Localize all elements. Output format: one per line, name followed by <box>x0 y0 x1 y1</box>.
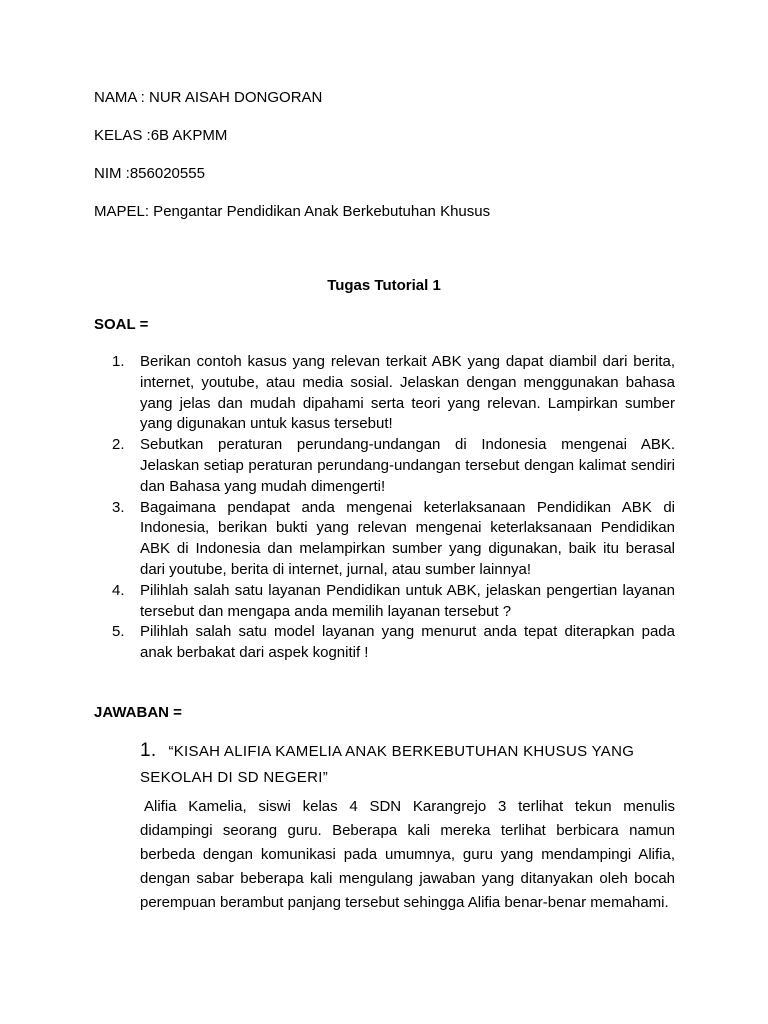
question-number: 1. <box>112 353 125 370</box>
answer-heading-line1: “KISAH ALIFIA KAMELIA ANAK BERKEBUTUHAN KHUSUS YANG <box>168 743 635 760</box>
question-number: 5. <box>112 623 125 641</box>
answer-body: Alifia Kamelia, siswi kelas 4 SDN Karangrejo 3 terlihat tekun menulis didampingi seorang guru. Beberapa kali mereka terlihat berbicara namun berbeda dengan komunikasi pada umumnya, guru yang mendampingi Alifia, dengan sabar beberapa kali mengulang jawaban yang ditanyakan oleh bocah perempuan berambut panjang tersebut sehingga Alifia benar-benar memahami. <box>140 798 675 911</box>
student-nim: NIM :856020555 <box>94 165 205 182</box>
question-item <box>112 581 675 623</box>
question-number: 4. <box>112 581 125 599</box>
question-item <box>112 435 675 497</box>
subject: MAPEL: Pengantar Pendidikan Anak Berkebutuhan Khusus <box>94 203 491 220</box>
question-list <box>112 352 675 664</box>
question-item <box>112 352 675 435</box>
answer-number: 1. <box>140 740 157 761</box>
question-item <box>112 498 675 581</box>
question-text: Pilihlah salah satu model layanan yang menurut anda tepat diterapkan pada anak berbakat dari aspek kognitif ! <box>140 623 675 662</box>
question-number: 3. <box>112 498 125 516</box>
answer-block <box>140 738 675 915</box>
soal-label: SOAL = <box>94 316 149 333</box>
question-text: Sebutkan peraturan perundang-undangan di Indonesia mengenai ABK. Jelaskan setiap peraturan perundang-undangan tersebut dengan kalimat sendiri dan Bahasa yang mudah dimengerti! <box>140 436 675 495</box>
jawaban-label: JAWABAN = <box>94 704 182 721</box>
student-name: NAMA : NUR AISAH DONGORAN <box>94 89 323 106</box>
student-class: KELAS :6B AKPMM <box>94 127 228 144</box>
document-title: Tugas Tutorial 1 <box>327 277 441 294</box>
question-item <box>112 622 675 664</box>
question-text: Berikan contoh kasus yang relevan terkait ABK yang dapat diambil dari berita, internet, youtube, atau media sosial. Jelaskan dengan menggunakan bahasa yang jelas dan mudah dipahami serta teori yang relevan. Lampirkan sumber yang digunakan untuk kasus tersebut! <box>140 353 675 433</box>
question-number: 2. <box>112 436 125 454</box>
question-text: Bagaimana pendapat anda mengenai keterlaksanaan Pendidikan ABK di Indonesia, berikan bukti yang relevan mengenai keterlaksanaan Pendidikan ABK di Indonesia dan melampirkan sumber yang digunakan, baik itu berasal dari youtube, berita di internet, jurnal, atau sumber lainnya! <box>140 498 675 578</box>
answer-heading <box>140 738 675 765</box>
answer-heading-line2: SEKOLAH DI SD NEGERI” <box>140 769 329 786</box>
question-text: Pilihlah salah satu layanan Pendidikan untuk ABK, jelaskan pengertian layanan tersebut dan mengapa anda memilih layanan tersebut ? <box>140 581 675 620</box>
